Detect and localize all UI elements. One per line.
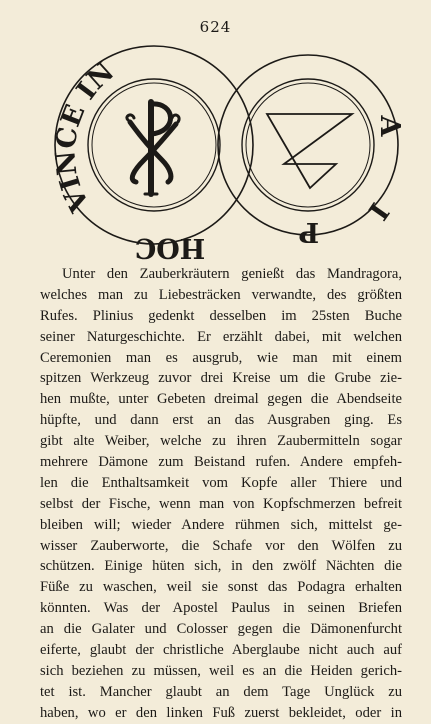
text-line: tet ist. Mancher glaubt an dem Tage Unglück zu (40, 683, 402, 700)
text-line: Unter den Zauberkräutern genießt das Mandragora, (62, 266, 402, 282)
pentagram-icon (267, 114, 352, 188)
text-line: selbst der Fische, wenn man von Kopfschmerzen befreit (40, 495, 402, 512)
text-line: gibt alte Weiber, welche zu ihren Zaubermitteln sogar (40, 433, 402, 450)
text-line: hüpfte, und dann erst an das Ausgraben ging. Es (40, 412, 402, 429)
text-line: Füße zu waschen, weil sie sonst das Podagra erhalten (40, 579, 402, 596)
text-line: hen mußte, unter Gebeten dreimal gegen die Abendseite (40, 391, 402, 408)
right-ring-letter-i: I (361, 196, 395, 225)
text-line: bleiben will; wieder Andere rühmen sich, mittelst ge- (40, 516, 402, 533)
text-line: len die Enthaltsamkeit vom Kopfe aller Thiere und (40, 474, 402, 491)
text-line: mehrere Dämone zum Beistand rufen. Andere empfeh- (40, 454, 402, 471)
left-ring-text: VINCE IN (50, 56, 121, 217)
text-line: welches man zu Liebesträcken verwandte, des größten (40, 286, 402, 303)
text-line: Ceremonien man es ausgrub, wie man mit einem (40, 349, 402, 366)
text-line: an die Galater und Colosser gegen die Dämonenfurcht (40, 621, 402, 638)
right-ring-letter-a: A (374, 115, 405, 137)
chi-rho-icon (127, 102, 179, 194)
right-ring-letter-p: P (298, 216, 320, 247)
bottom-ring-text: HOC (134, 232, 206, 263)
text-line: haben, wo er den linken Fuß zuerst bekleidet, oder in (40, 704, 402, 721)
text-line: spitzen Werkzeug zuvor drei Kreise um die Grube zie- (40, 370, 402, 387)
vince-in-hoc-seal-illustration (50, 44, 410, 264)
text-line: sich beziehen zu müssen, weil es an die Heiden gerich- (40, 662, 402, 679)
page-number: 624 (199, 18, 232, 36)
text-line: seiner Naturgeschichte. Er erzählt dabei, mit welchen (40, 328, 402, 345)
text-line: wisser Zauberworte, die Schafe vor den Wölfen zu (40, 537, 402, 554)
text-line: schützen. Einige hüten sich, in den zwölf Nächten die (40, 558, 402, 575)
text-line: könnten. Was der Apostel Paulus in seinen Briefen (40, 600, 402, 617)
text-line: eiferte, glaubt der christliche Aberglaube nicht auch auf (40, 642, 402, 659)
text-line: Rufes. Plinius gedenkt desselben im 25sten Buche (40, 307, 402, 324)
main-text (40, 264, 402, 724)
